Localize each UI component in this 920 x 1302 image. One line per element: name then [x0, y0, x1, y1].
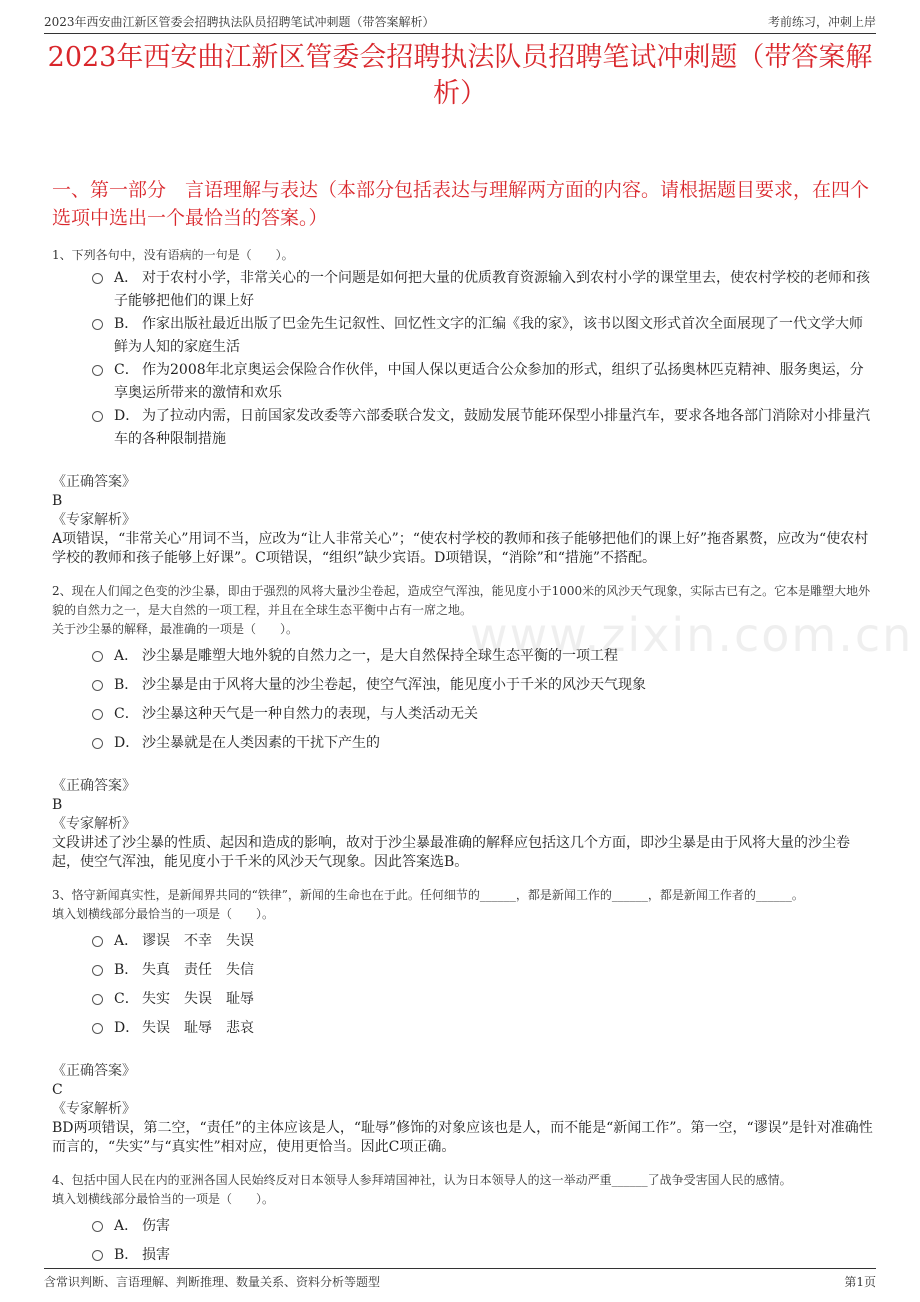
footer-description: 含常识判断、言语理解、判断推理、数量关系、资料分析等题型	[44, 1275, 381, 1289]
correct-answer: B	[52, 797, 63, 813]
watermark: www.zixin.com.cn	[470, 608, 914, 662]
analysis-label: 《专家解析》	[52, 816, 136, 832]
answer-block	[52, 777, 874, 872]
section-heading: 一、第一部分 言语理解与表达（本部分包括表达与理解两方面的内容。请根据题目要求，在四个选项中选出一个最恰当的答案。）	[52, 179, 870, 229]
radio-icon[interactable]	[92, 365, 103, 376]
analysis-text: A项错误，“非常关心”用词不当，应改为“让人非常关心”；“使农村学校的教师和孩子能够把他们的课上好”拖沓累赘，应改为“使农村学校的教师和孩子能够上好课”。C项错误，“组织”缺少宾语。D项错误，“消除”和“措施”不搭配。	[52, 531, 869, 566]
document-title: 2023年西安曲江新区管委会招聘执法队员招聘笔试冲刺题（带答案解析）	[47, 42, 873, 109]
answer-label: 《正确答案》	[52, 474, 136, 490]
analysis-text: 文段讲述了沙尘暴的性质、起因和造成的影响，故对于沙尘暴最准确的解释应包括这几个方面，即沙尘暴是由于风将大量的沙尘卷起，使空气浑浊，能见度小于千米的风沙天气现象。因此答案选B。	[52, 835, 850, 870]
radio-icon[interactable]	[92, 936, 103, 947]
option-list	[92, 645, 874, 755]
header-slogan: 考前练习，冲刺上岸	[767, 15, 876, 29]
option-b[interactable]: B． 损害	[92, 1244, 874, 1267]
answer-block	[52, 473, 874, 568]
option-list	[92, 930, 874, 1040]
question-list	[52, 246, 874, 1271]
page-header	[44, 8, 876, 34]
radio-icon[interactable]	[92, 651, 103, 662]
radio-icon[interactable]	[92, 319, 103, 330]
option-a[interactable]: A． 沙尘暴是雕塑大地外貌的自然力之一，是大自然保持全球生态平衡的一项工程	[92, 645, 874, 668]
answer-label: 《正确答案》	[52, 1063, 136, 1079]
radio-icon[interactable]	[92, 994, 103, 1005]
question-stem: 2、现在人们闻之色变的沙尘暴，即由于强烈的风将大量沙尘卷起，造成空气浑浊，能见度小于1000米的风沙天气现象，实际古已有之。它本是雕塑大地外貌的自然力之一，是大自然的一项工程，并且在全球生态平衡中占有一席之地。	[52, 584, 871, 617]
option-d[interactable]: D． 失误 耻辱 悲哀	[92, 1017, 874, 1040]
option-a[interactable]: A． 伤害	[92, 1215, 874, 1238]
question-2	[52, 582, 874, 872]
option-list	[92, 267, 874, 451]
option-b[interactable]: B． 作家出版社最近出版了巴金先生记叙性、回忆性文字的汇编《我的家》，该书以图文形式首次全面展现了一代文学大师鲜为人知的家庭生活	[92, 313, 874, 359]
question-stem: 3、恪守新闻真实性，是新闻界共同的“铁律”，新闻的生命也在于此。任何细节的______，都是新闻工作的______，都是新闻工作者的______。	[52, 888, 804, 902]
option-d[interactable]: D． 为了拉动内需，日前国家发改委等六部委联合发文，鼓励发展节能环保型小排量汽车，要求各地各部门消除对小排量汽车的各种限制措施	[92, 405, 874, 451]
radio-icon[interactable]	[92, 709, 103, 720]
option-list	[92, 1215, 874, 1267]
question-prompt: 填入划横线部分最恰当的一项是（ ）。	[52, 1192, 275, 1206]
radio-icon[interactable]	[92, 965, 103, 976]
analysis-text: BD两项错误，第二空，“责任”的主体应该是人，“耻辱”修饰的对象应该也是人，而不能是“新闻工作”。第一空，“谬误”是针对准确性而言的，“失实”与“真实性”相对应，使用更恰当。因此C项正确。	[52, 1120, 873, 1155]
radio-icon[interactable]	[92, 738, 103, 749]
option-b[interactable]: B． 失真 责任 失信	[92, 959, 874, 982]
radio-icon[interactable]	[92, 273, 103, 284]
option-d[interactable]: D． 沙尘暴就是在人类因素的干扰下产生的	[92, 732, 874, 755]
radio-icon[interactable]	[92, 1250, 103, 1261]
question-prompt: 关于沙尘暴的解释，最准确的一项是（ ）。	[52, 622, 299, 636]
analysis-label: 《专家解析》	[52, 1101, 136, 1117]
answer-block	[52, 1062, 874, 1157]
answer-label: 《正确答案》	[52, 778, 136, 794]
question-1	[52, 246, 874, 568]
radio-icon[interactable]	[92, 680, 103, 691]
question-3	[52, 886, 874, 1157]
option-a[interactable]: A． 对于农村小学，非常关心的一个问题是如何把大量的优质教育资源输入到农村小学的课堂里去，使农村学校的老师和孩子能够把他们的课上好	[92, 267, 874, 313]
option-c[interactable]: C． 失实 失误 耻辱	[92, 988, 874, 1011]
question-4	[52, 1171, 874, 1267]
header-doc-title: 2023年西安曲江新区管委会招聘执法队员招聘笔试冲刺题（带答案解析）	[44, 15, 435, 29]
correct-answer: C	[52, 1082, 63, 1098]
question-stem: 4、包括中国人民在内的亚洲各国人民始终反对日本领导人参拜靖国神社，认为日本领导人的这一举动严重______了战争受害国人民的感情。	[52, 1173, 792, 1187]
page-number: 第1页	[844, 1275, 876, 1289]
option-a[interactable]: A． 谬误 不幸 失误	[92, 930, 874, 953]
radio-icon[interactable]	[92, 1221, 103, 1232]
page-footer	[44, 1268, 876, 1295]
option-c[interactable]: C． 作为2008年北京奥运会保险合作伙伴，中国人保以更适合公众参加的形式，组织了弘扬奥林匹克精神、服务奥运，分享奥运所带来的激情和欢乐	[92, 359, 874, 405]
radio-icon[interactable]	[92, 411, 103, 422]
option-b[interactable]: B． 沙尘暴是由于风将大量的沙尘卷起，使空气浑浊，能见度小于千米的风沙天气现象	[92, 674, 874, 697]
question-stem: 1、下列各句中，没有语病的一句是（ ）。	[52, 248, 294, 262]
option-c[interactable]: C． 沙尘暴这种天气是一种自然力的表现，与人类活动无关	[92, 703, 874, 726]
analysis-label: 《专家解析》	[52, 512, 136, 528]
correct-answer: B	[52, 493, 63, 509]
question-prompt: 填入划横线部分最恰当的一项是（ ）。	[52, 907, 275, 921]
radio-icon[interactable]	[92, 1023, 103, 1034]
